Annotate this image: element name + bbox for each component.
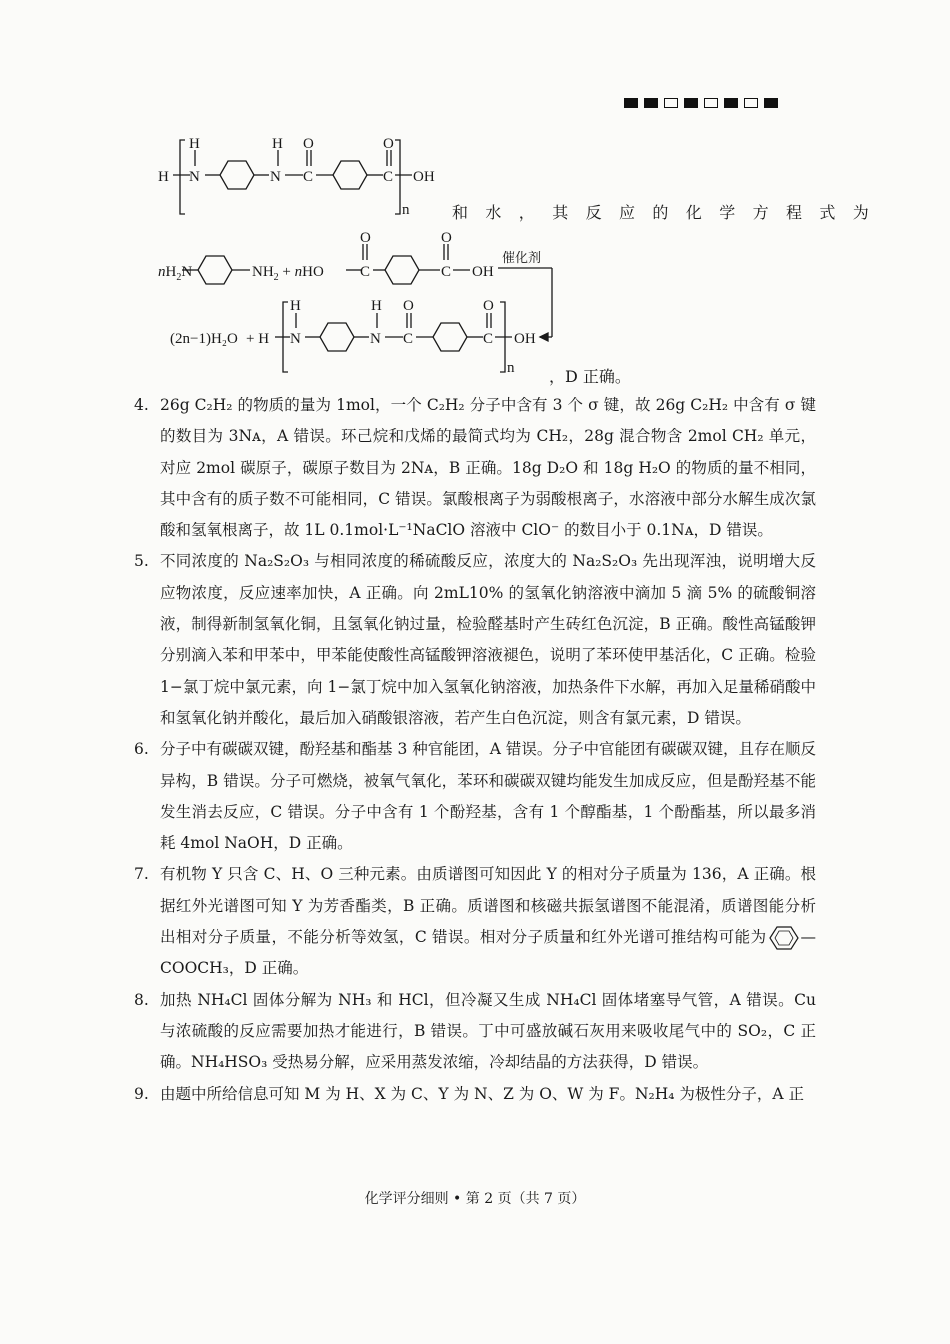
- ester-formula: —COOCH₃: [160, 928, 816, 978]
- catalyst-label: 催化剂: [502, 251, 542, 266]
- benzene-ring-icon: [767, 925, 801, 951]
- answer-item-5: [134, 546, 816, 734]
- item-text: 由题中所给信息可知 M 为 H、X 为 C、Y 为 N、Z 为 O、W 为 F。N₂H₄ 为极性分子，A 正: [160, 1084, 804, 1103]
- item-number: 4.: [134, 396, 149, 414]
- answer-item-9: [134, 1079, 816, 1110]
- answer-item-4: [134, 390, 816, 546]
- svg-text:O: O: [383, 136, 394, 152]
- svg-text:C: C: [441, 264, 452, 280]
- item-text: 有机物 Y 只含 C、H、O 三种元素。由质谱图可知因此 Y 的相对分子质量为 136，A 正确。根据红外光谱图可知 Y 为芳香酯类，B 正确。质谱图和核磁共振氢谱图不能混淆，质谱图能分析出相对分子质量，不能分析等效氢，C 错误。相对分子质量和红外光谱可推结构可能为: [160, 865, 816, 947]
- answer-item-8: [134, 985, 816, 1079]
- svg-text:N: N: [270, 169, 281, 185]
- svg-text:C: C: [483, 331, 494, 347]
- svg-text:OH: OH: [413, 169, 435, 185]
- water-product: (2n−1)H₂O: [170, 331, 238, 347]
- svg-text:N: N: [189, 169, 200, 185]
- item-number: 9.: [134, 1084, 149, 1103]
- item-text: 不同浓度的 Na₂S₂O₃ 与相同浓度的稀硫酸反应，浓度大的 Na₂S₂O₃ 先出现浑浊，说明增大反应物浓度，反应速率加快，A 正确。向 2mL10% 的氢氧化钠溶液中滴加 5 滴 5% 的硫酸铜溶液，制得新制氢氧化铜，且氢氧化钠过量，检验醛基时产生砖红色沉淀，B 正确。酸性高锰酸钾分别滴入苯和甲苯中，甲苯能使酸性高锰酸钾溶液褪色，说明了苯环使甲基活化，C 正确。检验 1−氯丁烷中氯元素，向 1−氯丁烷中加入氢氧化钠溶液，加热条件下水解，再加入足量稀硝酸中和氢氧化钠并酸化，最后加入硝酸银溶液，若产生白色沉淀，则含有氯元素，D 错误。: [160, 552, 816, 727]
- item-text: 加热 NH₄Cl 固体分解为 NH₃ 和 HCl，但冷凝又生成 NH₄Cl 固体堵塞导气管，A 错误。Cu 与浓硫酸的反应需要加热才能进行，B 错误。丁中可盛放碱石灰用来吸收尾气中的 SO₂，C 正确。NH₄HSO₃ 受热易分解，应采用蒸发浓缩，冷却结晶的方法获得，D 错误。: [160, 990, 816, 1072]
- svg-text:H: H: [371, 298, 382, 314]
- svg-text:+ H: + H: [246, 331, 270, 347]
- svg-text:C: C: [360, 264, 371, 280]
- svg-text:O: O: [483, 298, 494, 314]
- reaction-intro-text: 和水，其反应的化学方程式为: [452, 203, 887, 222]
- item-number: 7.: [134, 865, 149, 884]
- svg-text:OH: OH: [472, 264, 494, 280]
- svg-text:N: N: [290, 331, 301, 347]
- svg-text:C: C: [303, 169, 314, 185]
- item-text-end: ，D 正确。: [228, 959, 309, 978]
- svg-text:nH2N: $nH_2N$: [158, 264, 193, 283]
- svg-text:N: N: [370, 331, 381, 347]
- answer-item-6: [134, 734, 816, 859]
- svg-text:O: O: [441, 230, 452, 246]
- svg-text:n: n: [402, 202, 410, 218]
- item-number: 8.: [134, 990, 149, 1009]
- svg-text:H: H: [290, 298, 301, 314]
- svg-text:O: O: [303, 136, 314, 152]
- item-number: 5.: [134, 552, 149, 571]
- svg-text:H: H: [158, 169, 169, 185]
- page-footer: 化学评分细则 • 第 2 页（共 7 页）: [364, 1191, 586, 1207]
- answer-explanations: [134, 390, 816, 1110]
- svg-text:n: n: [507, 360, 515, 376]
- svg-text:O: O: [360, 230, 371, 246]
- item-number: 6.: [134, 740, 149, 759]
- svg-text:OH: OH: [514, 331, 536, 347]
- item-text: 分子中有碳碳双键，酚羟基和酯基 3 种官能团，A 错误。分子中官能团有碳碳双键，且存在顺反异构，B 错误。分子可燃烧，被氧气氧化，苯环和碳碳双键均能发生加成反应，但是酚羟基不能发生消去反应，C 错误。分子中含有 1 个酚羟基，含有 1 个醇酯基，1 个酚酯基，所以最多消耗 4mol NaOH，D 正确。: [160, 740, 816, 853]
- reaction-diagram: [0, 0, 950, 390]
- svg-text:NH2 + nHO: $NH_2$ + nHO: [252, 264, 324, 283]
- svg-text:C: C: [403, 331, 414, 347]
- item-text: 26g C₂H₂ 的物质的量为 1mol，一个 C₂H₂ 分子中含有 3 个 σ 键，故 26g C₂H₂ 中含有 σ 键的数目为 3Nᴀ，A 错误。环己烷和戊烯的最简式均为 CH₂，28g 混合物含 2mol CH₂ 单元，对应 2mol 碳原子，碳原子数目为 2Nᴀ，B 正确。18g D₂O 和 18g H₂O 的物质的量不相同，其中含有的质子数不可能相同，C 错误。氯酸根离子为弱酸根离子，水溶液中部分水解生成次氯酸和氢氧根离子，故 1L 0.1mol·L⁻¹NaClO 溶液中 ClO⁻ 的数目小于 0.1Nᴀ，D 错误。: [160, 396, 816, 540]
- svg-text:H: H: [272, 136, 283, 152]
- svg-text:H: H: [189, 136, 200, 152]
- answer-item-7: [134, 859, 816, 984]
- svg-text:O: O: [403, 298, 414, 314]
- reaction-conclusion: ，D 正确。: [549, 367, 631, 386]
- svg-text:C: C: [383, 169, 394, 185]
